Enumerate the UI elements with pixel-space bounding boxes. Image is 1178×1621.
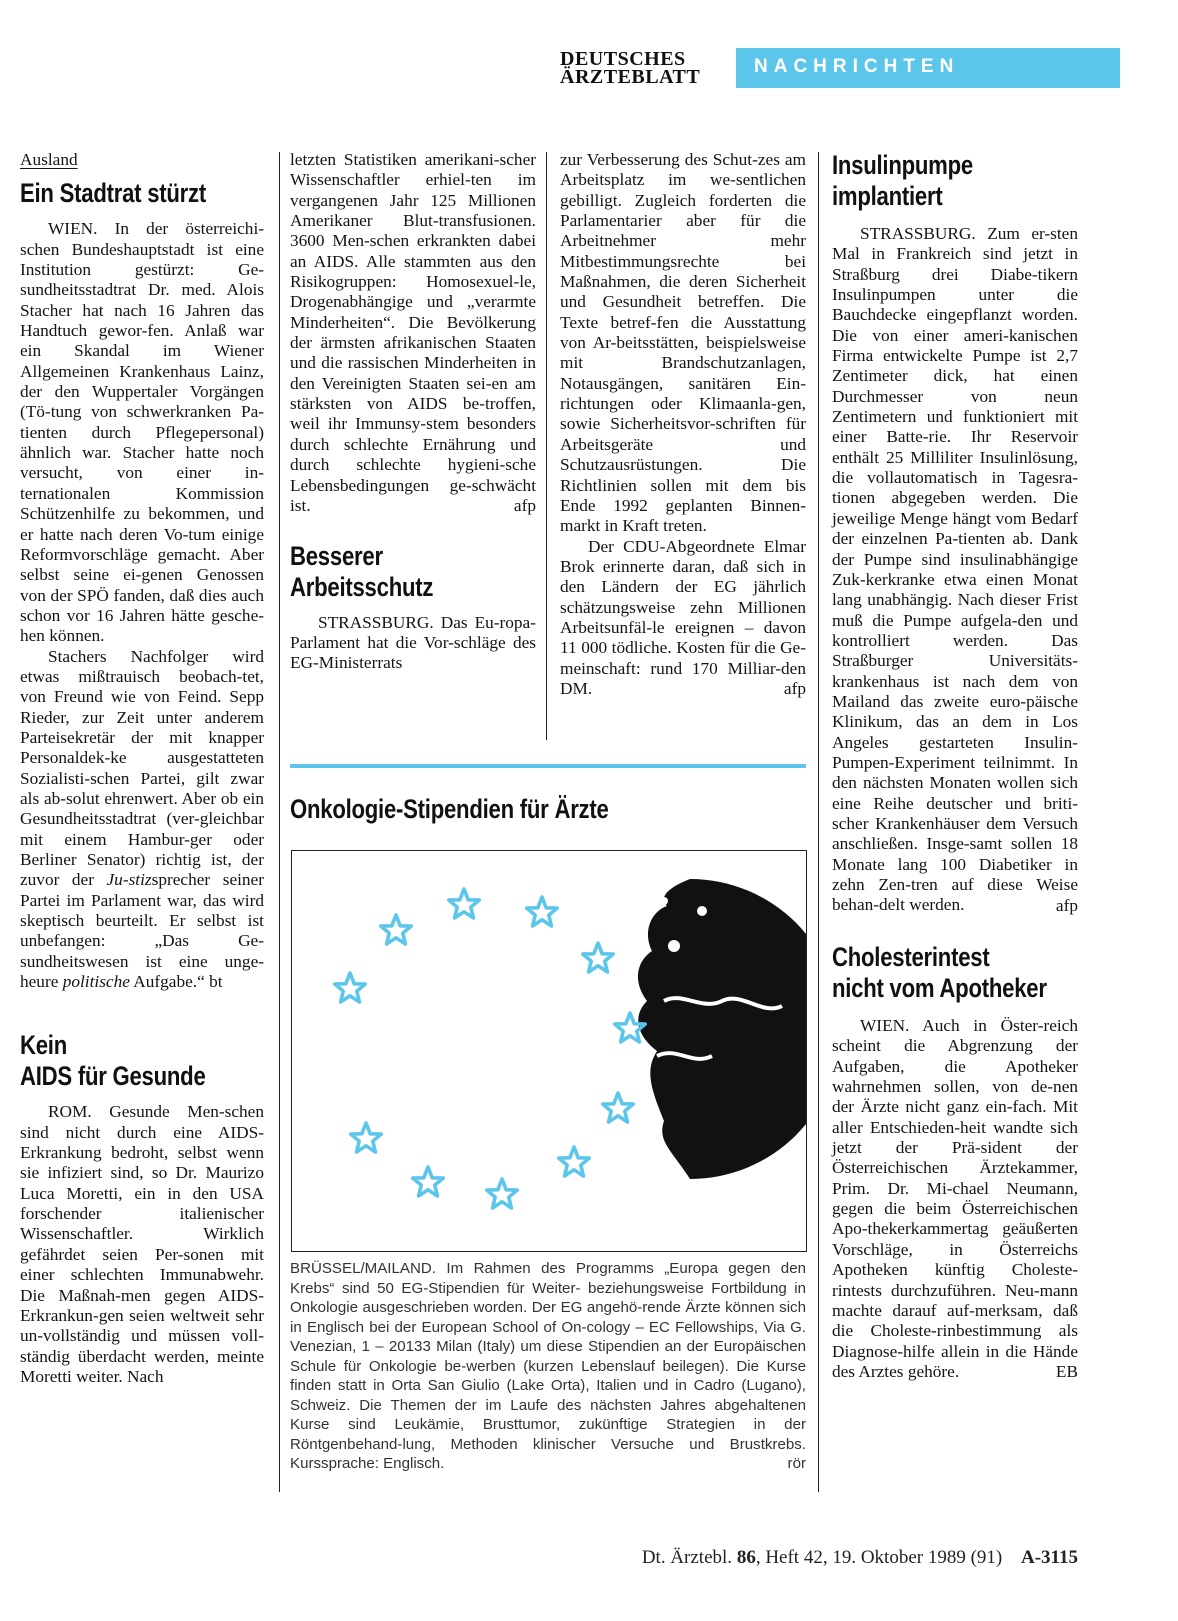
article-chol-p1: WIEN. Auch in Öster-reich scheint die Abgrenzung der Aufgaben, die Apotheker wahrnehmen sollen, von de-nen der Ärzte nicht ganz ein-fach. Mit aller Entschieden-heit wandte sich jetzt der Prä-sident der Österreichischen Ärztekammer, Prim. Dr. Mi-chael Neumann, gegen die beim Österreichischen Apo-thekerkammertag geäußerten Vorschläge, in Österreichs Apotheken künftig Choleste-rintests durchzuführen. Neu-mann machte darauf auf-merksam, daß die Choleste-rinbestimmung als Diagnose-hilfe allein in die Hände des Arztes gehöre.: [832, 1016, 1078, 1381]
section-label: NACHRICHTEN: [754, 56, 960, 77]
column-4: [832, 150, 1078, 1383]
signature-chol: EB: [1055, 1362, 1078, 1382]
article-arbeit-p2: zur Verbesserung des Schut-zes am Arbeitsplatz im we-sentlichen gebilligt. Zugleich forderten die Parlamentarier aber für die Arbeitnehmer mehr Mitbestimmungsrechte bei Maßnahmen, die deren Sicherheit und Gesundheit betreffen. Die Texte betref-fen die Ausstattung von Ar-beitsstätten, beispielsweise mit Brandschutzanlagen, Notausgängen, sanitären Ein-richtungen oder Klimaanla-gen, sowie Sicherheitsvor-schriften für Arbeitsgeräte und Schutzausrüstungen. Die Richtlinien sollen mit dem bis Ende 1992 geplanten Binnen-markt in Kraft treten.: [560, 150, 806, 536]
headline-insulin-2: implantiert: [832, 181, 943, 211]
stars-and-globe-graphic: [292, 851, 806, 1251]
column-rule-1: [279, 152, 280, 1492]
headline-arbeit-1: Besserer: [290, 540, 383, 571]
article-insulin-p1: STRASSBURG. Zum er-sten Mal in Frankreich sind jetzt in Straßburg drei Diabe-tikern Insulinpumpen unter die Bauchdecke eingepflanzt worden. Die von einer ameri-kanischen Firma entwickelte Pumpe ist 2,7 Zentimeter dick, hat einen Durchmesser von neun Zentimetern und funktioniert mit einer Batte-rie. Ihr Reservoir enthält 25 Milliliter Insulinlösung, die vollautomatisch in Tagesra-tionen abgegeben werden. Die jeweilige Menge hängt vom Bedarf der einzelnen Pa-tienten ab. Dank der Pumpe sind insulinabhängige Zuk-kerkranke etwa einen Monat lang unabhängig. Nach dieser Frist muß die Pumpe aufgela-den und kontrolliert werden. Das Straßburger Universitäts-krankenhaus ist nach dem von Mailand das zweite euro-päische Klinikum, das an dem in Los Angeles gestarteten Insulin-Pumpen-Experiment teilnimmt. In den nächsten Monaten wollen sich eine Reihe deutscher und briti-scher Krankenhäuser dem Versuch anschließen. Insge-samt sollen 18 Monate lang 100 Diabetiker in zehn Zen-tren auf diese Weise behan-delt werden.: [832, 224, 1078, 915]
article-stadtrat-p2: Stachers Nachfolger wird etwas mißtrauisch beobach-tet, von Freund wie von Feind. Sepp Rieder, zur Zeit unter anderem Parteisekretär der mit knapper Personaldek-ke ausgestatteten Sozialisti-schen Partei, gilt zwar als ab-solut ehrenwert. Aber ob ein Gesundheitsstadtrat (ver-gleichbar mit einem Hambur-ger oder Berliner Senator) richtig ist, der zuvor der Ju-stizsprecher seiner Partei im Parlament war, das wird skeptisch beurteilt. Er selbst ist unbefangen: „Das Ge-sundheitswesen ist eine unge-heure politische Aufgabe.“ bt: [20, 646, 264, 992]
star-icon: [559, 1147, 589, 1176]
star-icon: [351, 1123, 381, 1152]
emphasis-justiz: Ju-stiz: [106, 870, 152, 890]
star-icon: [603, 1093, 633, 1122]
headline-aids-1: Kein: [20, 1030, 67, 1061]
article-arbeit-p3: Der CDU-Abgeordnete Elmar Brok erinnerte daran, daß sich in den Ländern der EG jährlich schätzungsweise zehn Millionen Arbeitsunfäl-le ereignen – davon 11 000 tödliche. Kosten für die Ge-meinschaft: rund 170 Milliar-den DM.: [560, 536, 806, 698]
footer-issue-date: , Heft 42, 19. Oktober 1989 (91): [755, 1547, 1003, 1568]
eu-illustration: [291, 850, 807, 1252]
star-icon: [413, 1167, 443, 1196]
journal-name-line2: ÄRZTEBLATT: [560, 66, 701, 88]
emphasis-politische: politische: [62, 972, 130, 992]
article-aids-p1: ROM. Gesunde Men-schen sind nicht durch eine AIDS-Erkrankung bedroht, selbst wenn sie infiziert sind, so Dr. Maurizo Luca Moretti, ein in den USA forschender italienischer Wissenschaftler. Wirklich gefährdet seien Per-sonen mit einer schlechten Immunabwehr. Die Maßnah-men gegen AIDS-Erkrankun-gen seien weltweit sehr un-vollständig und müssen voll-ständig überdacht werden, meinte Moretti weiter. Nach: [20, 1102, 264, 1386]
section-kicker: Ausland: [20, 150, 78, 169]
headline-arbeit-2: Arbeitsschutz: [290, 571, 434, 602]
footer-volume: 86: [736, 1547, 756, 1568]
star-icon: [487, 1179, 517, 1208]
column-1: [20, 150, 264, 1387]
section-banner: [736, 48, 1120, 88]
headline-chol-1: Cholesterintest: [832, 942, 990, 973]
journal-name-line1: DEUTSCHES: [560, 48, 686, 70]
headline-stadtrat: Ein Stadtrat stürzt: [20, 178, 206, 209]
masthead: [560, 48, 1120, 90]
onko-caption-text: BRÜSSEL/MAILAND. Im Rahmen des Programms „Europa gegen den Krebs“ sind 50 EG-Stipendien für Weiter- beziehungsweise Fortbildung in Onkologie ausgeschrieben worden. Der EG angehö-rende Ärzte können sich in Englisch bei der European School of On-cology – EC Fellowships, Via G. Venezian, 1 – 20133 Milan (Italy) um diese Stipendien an der Europäischen Schule für Onkologie be-werben (kurzen Lebenslauf beilegen). Die Kurse finden statt in Orta San Giulio (Lake Orta), Italien und in Cadro (Lugano), Schweiz. Die Themen der im Laufe des nächsten Jahres abgehaltenen Kurse sind Leukämie, Brusttumor, zukünftige Strategien in der Röntgenbehand-lung, Methoden klinischer Versuche und Brustkrebs. Kurssprache: Englisch.: [290, 1260, 806, 1472]
headline-chol-2: nicht vom Apotheker: [832, 973, 1047, 1004]
footer-citation-prefix: Dt. Ärztebl.: [641, 1547, 737, 1568]
headline-onkologie: Onkologie-Stipendien für Ärzte: [290, 794, 609, 824]
onko-top-rule: [290, 764, 806, 768]
star-icon: [527, 897, 557, 926]
article-stadtrat-p1: WIEN. In der österreichi-schen Bundeshauptstadt ist eine Institution gestürzt: Ge-sundheitsstadtrat Dr. med. Alois Stacher hat nach 16 Jahren das Handtuch gewor-fen. Anlaß war ein Skandal im Wiener Allgemeinen Krankenhaus Lainz, der den Wuppertaler Vorgängen (Tö-tung von schwerkranken Pa-tienten durch Pflegepersonal) ähnlich war. Stacher hatte noch versucht, von einer in-ternationalen Kommission Schützenhilfe zu bekommen, und er hatte nach deren Vo-tum einige Reformvorschläge gemacht. Aber selbst seine ei-genen Genossen von der SPÖ fanden, daß dies auch schon vor 16 Jahren hätte gesche-hen können.: [20, 219, 264, 646]
signature-insulin: afp: [1055, 895, 1078, 915]
signature-arbeit: afp: [783, 679, 806, 699]
star-icon: [583, 943, 613, 972]
column-rule-2: [546, 152, 547, 740]
onko-caption: [290, 1259, 806, 1474]
globe-icon: [638, 879, 806, 1179]
signature-onko: rör: [787, 1455, 806, 1472]
page-footer: [642, 1547, 1078, 1569]
column-2: [290, 150, 536, 674]
article-arbeit-p1: STRASSBURG. Das Eu-ropa-Parlament hat die Vor-schläge des EG-Ministerrats: [290, 612, 536, 673]
star-icon: [449, 889, 479, 918]
headline-insulin-1: Insulinpumpe: [832, 150, 973, 180]
journal-name: [560, 50, 740, 86]
star-icon: [381, 915, 411, 944]
column-3: [560, 150, 806, 700]
column-rule-3: [818, 152, 819, 1492]
star-icon: [335, 973, 365, 1002]
footer-page-number: A-3115: [1021, 1547, 1078, 1568]
article-aids-p2: letzten Statistiken amerikani-scher Wissenschaftler erhiel-ten im vergangenen Jahr 125 Millionen Amerikaner Blut-transfusionen. 3600 Men-schen erkrankten dabei an AIDS. Alle stammten aus den Risikogruppen: Homosexuel-le, Drogenabhängige und „verarmte Minderheiten“. Die Bevölkerung der ärmsten afrikanischen Staaten und die rassischen Minderheiten in den Vereinigten Staaten sei-en am stärksten von AIDS be-troffen, weil ihr Immunsy-stem besonders durch schlechte Ernährung und durch schlechte hygieni-sche Lebensbedingungen ge-schwächt ist.: [290, 150, 536, 515]
signature-aids: afp: [513, 496, 536, 516]
headline-aids-2: AIDS für Gesunde: [20, 1061, 206, 1092]
